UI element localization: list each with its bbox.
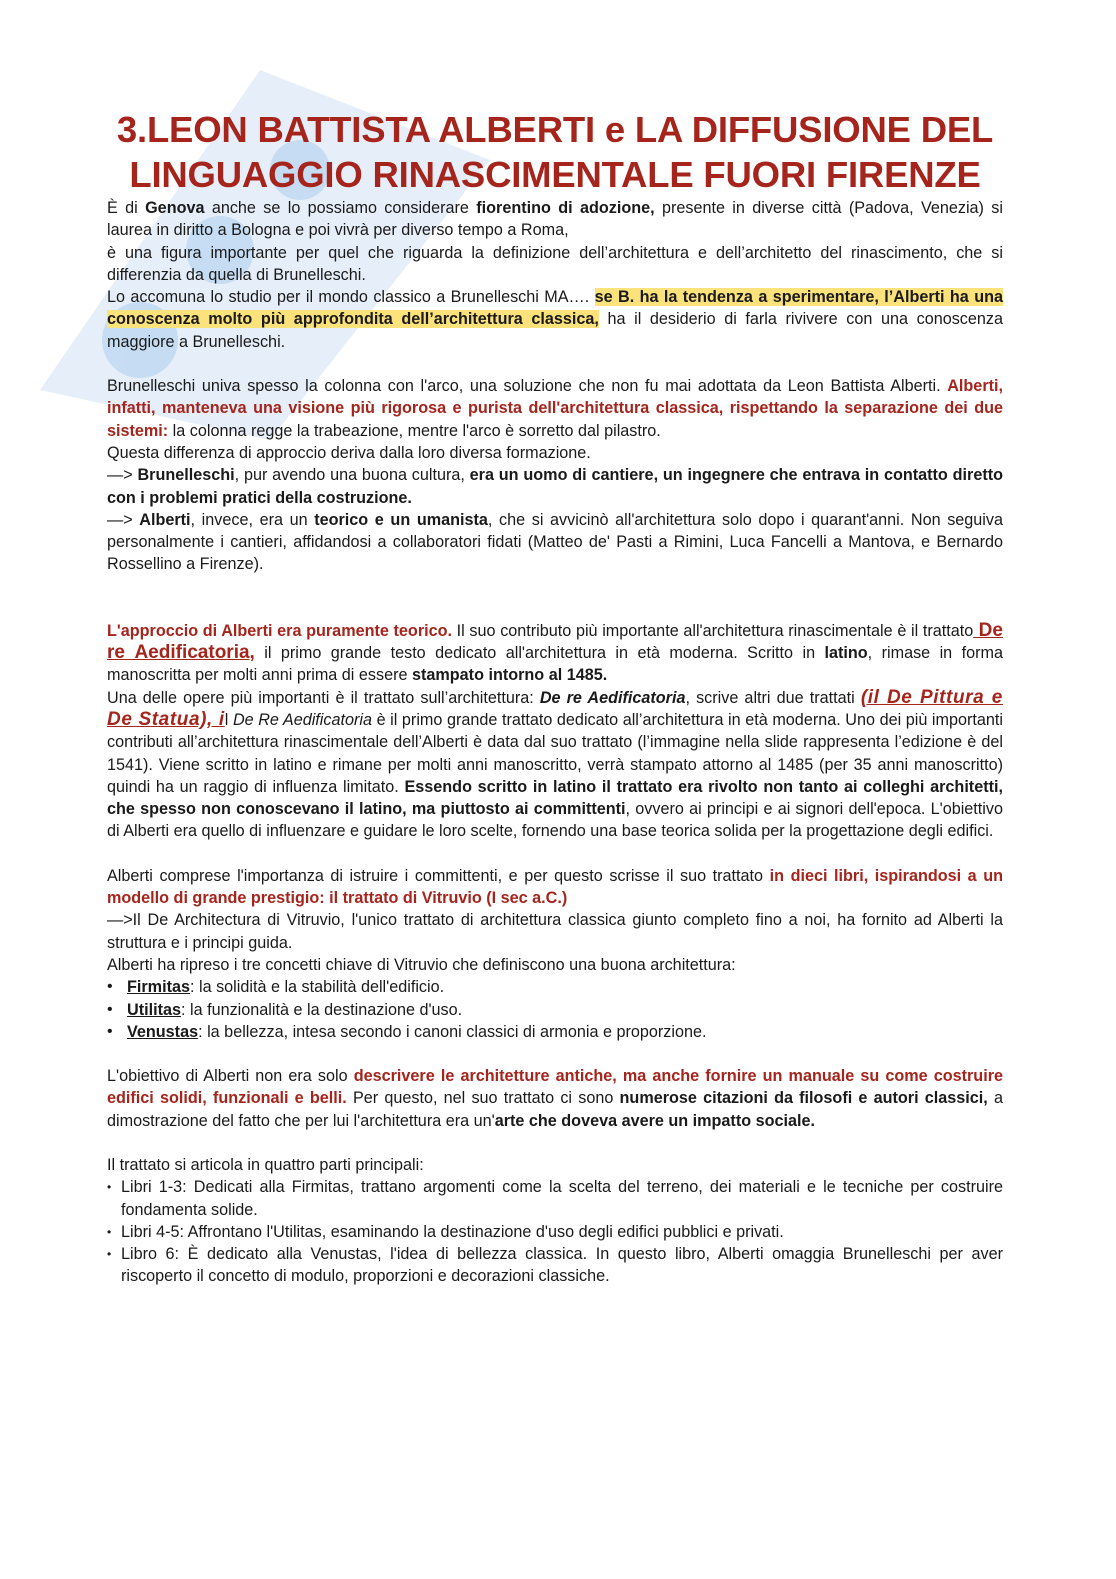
text: Alberti comprese l'importanza di istruire i committenti, e per questo scrisse il suo trattato bbox=[107, 866, 770, 885]
bold-text: latino bbox=[824, 644, 868, 663]
text: È di bbox=[107, 199, 146, 217]
text: presente in diverse città (Padova, Venezia) si laurea in diritto a Bologna e poi vivrà per diverso tempo a Roma, bbox=[107, 199, 1003, 240]
concept-desc: : la funzionalità e la destinazione d'uso. bbox=[180, 1000, 463, 1019]
concept-term: Venustas bbox=[127, 1022, 199, 1041]
text: il primo grande testo dedicato all'architettura in età moderna. Scritto in bbox=[254, 644, 825, 663]
arrow: —> bbox=[107, 510, 140, 529]
concept-term: Utilitas bbox=[127, 1000, 181, 1019]
list-item bbox=[107, 999, 1003, 1021]
paragraph bbox=[107, 464, 1003, 509]
concept-term: Firmitas bbox=[127, 978, 190, 997]
text: , ovvero ai principi e ai signori dell'epoca. L'obiettivo di Alberti era quello di influenzare e guidare le loro scelte, fornendo una base teorica solida per la progettazione degli edifici. bbox=[107, 800, 1003, 841]
text: L'obiettivo di Alberti non era solo bbox=[107, 1067, 354, 1086]
list-item: • Libro 6: È dedicato alla Venustas, l'idea di bellezza classica. In questo libro, Alberti omaggia Brunelleschi per aver riscoperto il concetto di modulo, proporzioni e decorazioni classiche. bbox=[107, 1243, 1003, 1288]
text: a dimostrazione del fatto che per lui l'architettura era un' bbox=[107, 1089, 1003, 1130]
text: Una delle opere più importanti è il trattato sull’architettura: bbox=[107, 688, 540, 707]
vitruvio-concepts-list bbox=[107, 976, 1003, 1043]
text: , invece, era un bbox=[190, 510, 315, 529]
parts-list bbox=[107, 1176, 1003, 1287]
treatise-title-link: De re Aedificatoria, bbox=[107, 619, 1003, 664]
arrow: —> bbox=[107, 466, 138, 485]
text: , rimase in forma manoscritta per molti anni prima di essere bbox=[107, 644, 1003, 685]
bold-text: Brunelleschi bbox=[137, 466, 235, 485]
text: Lo accomuna lo studio per il mondo classico a Brunelleschi MA…. bbox=[107, 288, 595, 307]
paragraph: Alberti ha ripreso i tre concetti chiave di Vitruvio che definiscono una buona architettura: bbox=[107, 955, 736, 974]
text: Brunelleschi univa spesso la colonna con l'arco, una soluzione che non fu mai adottata da Leon Battista Alberti. bbox=[107, 377, 948, 396]
concept-desc: : la solidità e la stabilità dell'edificio. bbox=[189, 978, 445, 997]
red-bold-text: in dieci libri, ispirandosi a un modello di grande prestigio: il trattato di Vitruvio (I sec a.C.) bbox=[107, 866, 1004, 908]
bold-text: era un uomo di cantiere, un ingegnere che entrava in contatto diretto con i problemi pratici della costruzione. bbox=[107, 466, 1004, 507]
red-bold-text: descrivere le architetture antiche, ma anche fornire un manuale su come costruire edifici solidi, funzionali e belli. bbox=[107, 1067, 1003, 1108]
paragraph bbox=[107, 1065, 1003, 1132]
bold-text: arte che doveva avere un impatto sociale. bbox=[494, 1111, 815, 1130]
bold-text: Essendo scritto in latino il trattato era rivolto non tanto ai colleghi architetti, che spesso non conoscevano il latino, ma piuttosto ai committenti bbox=[107, 777, 1003, 819]
bold-text: fiorentino di adozione, bbox=[476, 199, 655, 217]
bold-text: Genova bbox=[145, 199, 205, 217]
paragraph: è una figura importante per quel che riguarda la definizione dell’architettura e dell’architetto del rinascimento, che si differenzia da quella di Brunelleschi. bbox=[107, 243, 1003, 284]
paragraph: —>Il De Architectura di Vitruvio, l'unico trattato di architettura classica giunto completo fino a noi, ha fornito ad Alberti la struttura e i principi guida. bbox=[107, 911, 1003, 952]
text: Il suo contributo più importante all'architettura rinascimentale è il trattato bbox=[452, 621, 974, 640]
text: Per questo, nel suo trattato ci sono bbox=[346, 1089, 620, 1108]
paragraph: Questa differenza di approccio deriva dalla loro diversa formazione. bbox=[107, 443, 591, 462]
bold-text: Alberti bbox=[139, 510, 191, 529]
bold-italic-text: De re Aedificatoria bbox=[539, 688, 686, 707]
paragraph bbox=[107, 620, 1003, 687]
treatise-titles: (il De Pittura e De Statua), i bbox=[107, 686, 1003, 730]
italic-text: De Re Aedificatoria bbox=[232, 710, 372, 729]
list-item bbox=[107, 976, 1003, 998]
list-item bbox=[107, 1021, 1003, 1043]
text: , scrive altri due trattati bbox=[685, 688, 861, 707]
paragraph: Il trattato si articola in quattro parti principali: bbox=[107, 1155, 424, 1174]
paragraph bbox=[107, 865, 1003, 910]
bold-text: numerose citazioni da filosofi e autori classici, bbox=[619, 1089, 988, 1108]
paragraph bbox=[107, 687, 1003, 843]
page-title: 3.LEON BATTISTA ALBERTI e LA DIFFUSIONE DEL LINGUAGGIO RINASCIMENTALE FUORI FIRENZE bbox=[116, 109, 994, 195]
paragraph bbox=[107, 286, 1003, 353]
document-page bbox=[107, 0, 1003, 1288]
concept-desc: : la bellezza, intesa secondo i canoni classici di armonia e proporzione. bbox=[198, 1022, 707, 1041]
text: l bbox=[224, 710, 233, 729]
highlighted-text: se B. ha la tendenza a sperimentare, l’Alberti ha una conoscenza molto più approfondita dell’architettura classica, bbox=[107, 288, 1003, 329]
red-bold-text: Alberti, infatti, manteneva una visione più rigorosa e purista dell'architettura classica, rispettando la separazione dei due sistemi: bbox=[107, 377, 1003, 440]
red-bold-text: L'approccio di Alberti era puramente teorico. bbox=[107, 621, 452, 640]
bold-text: stampato intorno al 1485. bbox=[412, 666, 608, 685]
text: , che si avvicinò all'architettura solo dopo i quarant'anni. Non seguiva personalmente i cantieri, affidandosi a collaboratori fidati (Matteo de' Pasti a Rimini, Luca Fancelli a Mantova, e Bernardo Rossellino a Firenze). bbox=[107, 510, 1003, 574]
list-item: • Libri 1-3: Dedicati alla Firmitas, trattano argomenti come la scelta del terreno, dei materiali e le tecniche per costruire fondamenta solide. bbox=[107, 1176, 1003, 1221]
bold-text: teorico e un umanista bbox=[314, 510, 488, 529]
paragraph bbox=[107, 375, 1003, 442]
paragraph bbox=[107, 509, 1003, 576]
paragraph bbox=[107, 197, 1003, 242]
text: ha il desiderio di farla rivivere con una conoscenza maggiore a Brunelleschi. bbox=[107, 310, 1003, 351]
text: , pur avendo una buona cultura, bbox=[234, 466, 470, 485]
text: anche se lo possiamo considerare bbox=[204, 199, 477, 217]
text: è il primo grande trattato dedicato all’architettura in età moderna. Uno dei più importanti contributi all’architettura rinascimentale dell’Alberti è data dal suo trattato (l’immagine nella slide rappresenta l’edizione è del 1541). Viene scritto in latino e rimane per molti anni manoscritto, verrà stampato attorno al 1485 (per 35 anni manoscritto) quindi ha un raggio di influenza limitato. bbox=[107, 710, 1004, 796]
text: la colonna regge la trabeazione, mentre l'arco è sorretto dal pilastro. bbox=[168, 421, 661, 440]
list-item: • Libri 4-5: Affrontano l'Utilitas, esaminando la destinazione d'uso degli edifici pubblici e privati. bbox=[107, 1221, 1003, 1243]
